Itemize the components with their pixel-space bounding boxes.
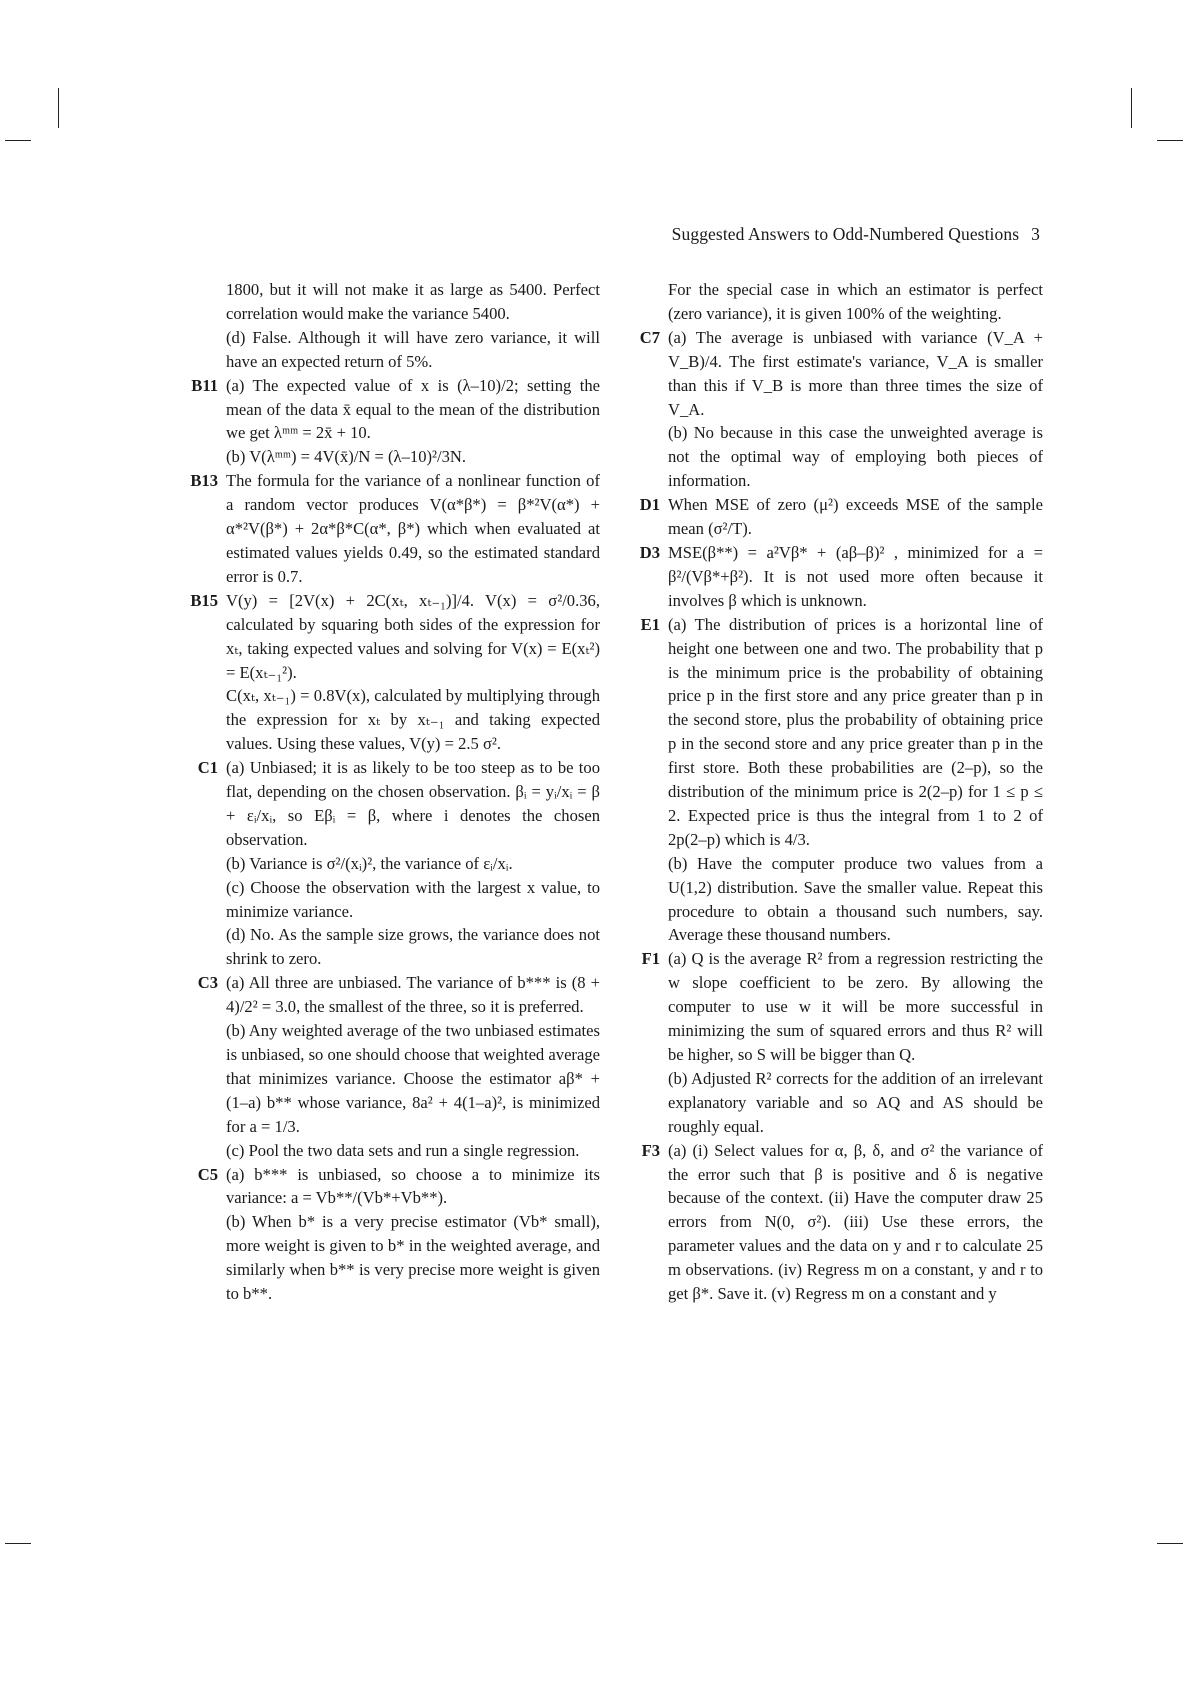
paragraph: (b) Adjusted R² corrects for the addition of an irrelevant explanatory variable and so AQ and AS should be roughly equal.: [668, 1068, 1043, 1136]
paragraph: (a) The average is unbiased with variance (V_A + V_B)/4. The first estimate's variance, V_A is smaller than this if V_B is more than three times the size of V_A.: [668, 327, 1043, 419]
answer-c5: [180, 1163, 600, 1306]
crop-mark-bottom-left-h: [5, 1543, 31, 1544]
paragraph: (d) False. Although it will have zero variance, it will have an expected return of 5%.: [226, 327, 600, 371]
continued-text: [622, 278, 1043, 326]
paragraph: (b) Any weighted average of the two unbiased estimates is unbiased, so one should choose that weighted average that minimizes variance. Choose the estimator aβ* + (1–a) b** whose variance, 8a² + 4(1–a)², is minimized for a = 1/3.: [226, 1021, 600, 1136]
paragraph: C(xₜ, xₜ₋₁) = 0.8V(x), calculated by multiplying through the expression for xₜ by xₜ₋₁ and taking expected values. Using these values, V(y) = 2.5 σ².: [226, 686, 600, 754]
answer-b11: [180, 374, 600, 470]
answer-label: C7: [639, 327, 660, 347]
paragraph: (a) Unbiased; it is as likely to be too steep as to be too flat, depending on the chosen observation. βᵢ = yᵢ/xᵢ = β + εᵢ/xᵢ, so Eβᵢ = β, where i denotes the chosen observation.: [226, 758, 600, 849]
running-head: [600, 224, 1040, 245]
answer-label: E1: [640, 614, 660, 634]
paragraph: (b) When b* is a very precise estimator (Vb* small), more weight is given to b* in the weighted average, and similarly when b** is very precise more weight is given to b**.: [226, 1212, 600, 1304]
answer-e1: [622, 613, 1043, 948]
running-head-title: Suggested Answers to Odd-Numbered Questions: [671, 224, 1020, 244]
paragraph: (a) Q is the average R² from a regression restricting the w slope coefficient to be zero. By allowing the computer to use w it will be more successful in minimizing the sum of squared errors and thus R² will be higher, so S will be bigger than Q.: [668, 949, 1043, 1064]
answer-b13: [180, 469, 600, 589]
paragraph: (a) b*** is unbiased, so choose a to minimize its variance: a = Vb**/(Vb*+Vb**).: [226, 1164, 600, 1208]
crop-mark-top-left-h: [5, 140, 31, 141]
paragraph: (a) (i) Select values for α, β, δ, and σ² the variance of the error such that β is positive and δ is negative because of the context. (ii) Have the computer draw 25 errors from N(0, σ²). (iii) Use these errors, the parameter values and the data on y and r to calculate 25 m observations. (iv) Regress m on a constant, y and r to get β*. Save it. (v) Regress m on a constant and y: [668, 1140, 1043, 1304]
answer-b15: [180, 589, 600, 756]
paragraph: 1800, but it will not make it as large as 5400. Perfect correlation would make the variance 5400.: [226, 280, 600, 323]
paragraph: (c) Choose the observation with the largest x value, to minimize variance.: [226, 877, 600, 921]
crop-mark-bottom-right-h: [1157, 1543, 1183, 1544]
paragraph: (d) No. As the sample size grows, the variance does not shrink to zero.: [226, 925, 600, 969]
continued-text: [180, 278, 600, 374]
left-column: [180, 278, 600, 1306]
paragraph: For the special case in which an estimator is perfect (zero variance), it is given 100% of the weighting.: [668, 280, 1043, 323]
answer-label: C3: [197, 973, 218, 993]
paragraph: When MSE of zero (μ²) exceeds MSE of the sample mean (σ²/T).: [668, 495, 1043, 539]
answer-label: C5: [197, 1164, 218, 1184]
paragraph: V(y) = [2V(x) + 2C(xₜ, xₜ₋₁)]/4. V(x) = σ²/0.36, calculated by squaring both sides of the expression for xₜ, taking expected values and solving for V(x) = E(xₜ²) = E(xₜ₋₁²).: [226, 590, 600, 682]
crop-mark-top-right-h: [1157, 140, 1183, 141]
answer-label: F1: [641, 949, 660, 969]
answer-c1: [180, 756, 600, 971]
paragraph: MSE(β**) = a²Vβ* + (aβ–β)² , minimized for a = β²/(Vβ*+β²). It is not used more often because it involves β which is unknown.: [668, 542, 1043, 610]
answer-label: D1: [639, 495, 660, 515]
answer-label: B11: [191, 375, 218, 395]
paragraph: (b) Variance is σ²/(xᵢ)², the variance of εᵢ/xᵢ.: [226, 853, 513, 873]
page-number: 3: [1031, 224, 1040, 244]
right-column: [622, 278, 1043, 1306]
crop-mark-top-right: [1131, 88, 1132, 128]
answer-f1: [622, 947, 1043, 1138]
answer-c3: [180, 971, 600, 1162]
answer-d3: [622, 541, 1043, 613]
answer-f3: [622, 1139, 1043, 1306]
paragraph: (b) No because in this case the unweighted average is not the optimal way of employing both pieces of information.: [668, 423, 1043, 491]
answer-label: D3: [639, 542, 660, 562]
answer-label: F3: [641, 1140, 660, 1160]
paragraph: (b) Have the computer produce two values from a U(1,2) distribution. Save the smaller value. Repeat this procedure to obtain a thousand such numbers, say. Average these thousand numbers.: [668, 853, 1043, 945]
crop-mark-top-left: [58, 88, 59, 128]
answer-label: B13: [190, 471, 218, 491]
paragraph: (a) The distribution of prices is a horizontal line of height one between one and two. The probability that p is the minimum price is the probability of obtaining price p in the first store and any price greater than p in the second store, plus the probability of obtaining price p in the second store and any price greater than p in the first store. Both these probabilities are (2–p), so the distribution of the minimum price is 2(2–p) for 1 ≤ p ≤ 2. Expected price is thus the integral from 1 to 2 of 2p(2–p) which is 4/3.: [668, 614, 1043, 849]
answer-label: C1: [197, 758, 218, 778]
paragraph: (a) All three are unbiased. The variance of b*** is (8 + 4)/2² = 3.0, the smallest of the three, so it is preferred.: [226, 973, 600, 1017]
paragraph: (c) Pool the two data sets and run a single regression.: [226, 1140, 580, 1160]
answer-d1: [622, 493, 1043, 541]
paragraph: The formula for the variance of a nonlinear function of a random vector produces V(α*β*) = β*²V(α*) + α*²V(β*) + 2α*β*C(α*, β*) which when evaluated at estimated values yields 0.49, so the estimated standard error is 0.7.: [226, 471, 600, 586]
answer-c7: [622, 326, 1043, 493]
paragraph: (a) The expected value of x is (λ–10)/2; setting the mean of the data x̄ equal to the mean of the distribution we get λᵐᵐ = 2x̄ + 10.: [226, 375, 600, 443]
answer-label: B15: [190, 590, 218, 610]
paragraph: (b) V(λᵐᵐ) = 4V(x̄)/N = (λ–10)²/3N.: [226, 447, 467, 467]
